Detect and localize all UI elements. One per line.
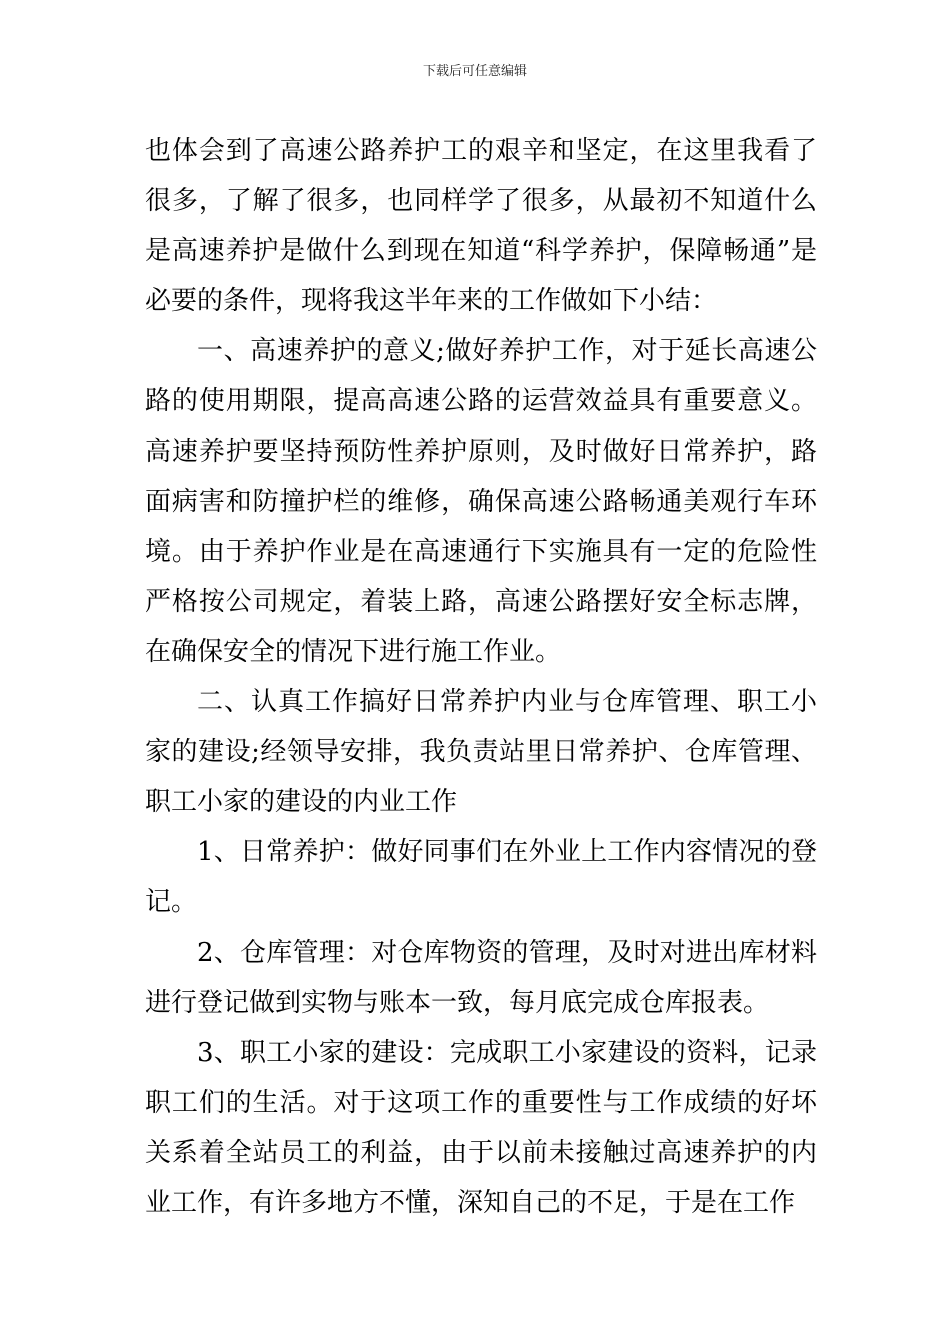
paragraph-section-one: 一、高速养护的意义;做好养护工作，对于延长高速公路的使用期限，提高高速公路的运营效益具有重要意义。高速养护要坚持预防性养护原则，及时做好日常养护，路面病害和防撞护栏的维修，确保高速公路畅通美观行车环境。由于养护作业是在高速通行下实施具有一定的危险性严格按公司规定，着装上路，高速公路摆好安全标志牌，在确保安全的情况下进行施工作业。 [145,336,817,667]
paragraph-item-daily-maintenance: 1、日常养护：做好同事们在外业上工作内容情况的登记。 [145,837,817,918]
paragraph-item-warehouse: 2、仓库管理：对仓库物资的管理，及时对进出库材料进行登记做到实物与账本一致，每月底完成仓库报表。 [145,937,817,1018]
paragraph-section-two: 二、认真工作搞好日常养护内业与仓库管理、职工小家的建设;经领导安排，我负责站里日常养护、仓库管理、职工小家的建设的内业工作 [145,687,817,818]
paragraph-item-staff-home: 3、职工小家的建设：完成职工小家建设的资料，记录职工们的生活。对于这项工作的重要性与工作成绩的好坏关系着全站员工的利益，由于以前未接触过高速养护的内业工作，有许多地方不懂，深知自己的不足，于是在工作 [145,1037,817,1218]
page-header: 下载后可任意编辑 [422,64,527,79]
paragraph-intro: 也体会到了高速公路养护工的艰辛和坚定，在这里我看了很多，了解了很多，也同样学了很多，从最初不知道什么是高速养护是做什么到现在知道“科学养护，保障畅通”是必要的条件，现将我这半年来的工作做如下小结： [145,136,817,317]
document-body [145,126,817,1228]
